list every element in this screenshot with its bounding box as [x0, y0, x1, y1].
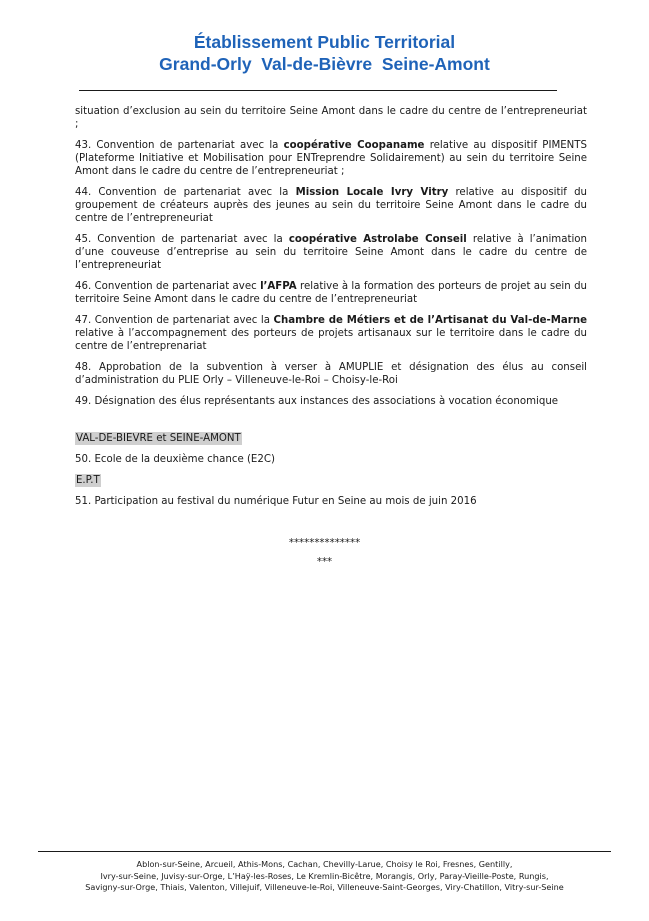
header-title-line1: Établissement Public Territorial [193, 32, 456, 52]
footer-communes [20, 859, 629, 894]
agenda-item-51: 51. Participation au festival du numérique Futur en Seine au mois de juin 2016 [75, 496, 477, 507]
agenda-list [75, 105, 587, 508]
agenda-item-46: 46. Convention de partenariat avec l’AFPA relative à la formation des porteurs de projet au sein du territoire Seine Amont dans le cadre du centre de l’entrepreneuriat [75, 281, 587, 305]
header-title-line2: Grand-Orly Val-de-Bièvre Seine-Amont [159, 54, 490, 74]
footer-line-2: Ivry-sur-Seine, Juvisy-sur-Orge, L’Haÿ-les-Roses, Le Kremlin-Bicêtre, Morangis, Orly, Paray-Vieille-Poste, Rungis, [100, 870, 549, 881]
separator-stars-long: ************** [288, 538, 361, 549]
footer-divider [38, 851, 611, 852]
agenda-item-48: 48. Approbation de la subvention à verser à AMUPLIE et désignation des élus au conseil d’administration du PLIE Orly – Villeneuve-le-Roi – Choisy-le-Roi [75, 362, 587, 386]
agenda-item-45: 45. Convention de partenariat avec la coopérative Astrolabe Conseil relative à l’animation d’une couveuse d’entreprise au sein du territoire Seine Amont dans le cadre du centre de l’entrepreneuriat [75, 234, 587, 271]
header-divider [79, 90, 557, 91]
agenda-item-43: 43. Convention de partenariat avec la coopérative Coopaname relative au dispositif PIMENTS (Plateforme Initiative et Mobilisation pour ENTreprendre Solidairement) au sein du territoire Seine Amont dans le cadre du centre de l’entrepreneuriat ; [75, 140, 587, 177]
agenda-item-50: 50. Ecole de la deuxième chance (E2C) [75, 454, 275, 465]
footer-line-1: Ablon-sur-Seine, Arcueil, Athis-Mons, Cachan, Chevilly-Larue, Choisy le Roi, Fresnes, Gentilly, [136, 859, 513, 869]
agenda-item-44: 44. Convention de partenariat avec la Mission Locale Ivry Vitry relative au dispositif du groupement de créateurs auprès des jeunes au sein du territoire Seine Amont dans le cadre du centre de l’entrepreneuriat [75, 187, 587, 224]
section-label-ept: E.P.T [76, 475, 100, 486]
agenda-item-intro: situation d’exclusion au sein du territoire Seine Amont dans le cadre du centre de l’entrepreneuriat ; [75, 106, 587, 130]
section-label-vdb: VAL-DE-BIEVRE et SEINE-AMONT [76, 433, 241, 444]
footer-line-3: Savigny-sur-Orge, Thiais, Valenton, Villejuif, Villeneuve-le-Roi, Villeneuve-Saint-Georges, Viry-Chatillon, Vitry-sur-Seine [85, 882, 564, 892]
separator-stars-short: *** [316, 557, 333, 568]
document-header [0, 31, 649, 75]
agenda-item-49: 49. Désignation des élus représentants aux instances des associations à vocation économique [75, 396, 559, 407]
agenda-item-47: 47. Convention de partenariat avec la Chambre de Métiers et de l’Artisanat du Val-de-Marne relative à l’accompagnement des porteurs de projets artisanaux sur le territoire dans le cadre du centre de l’entreprenariat [75, 315, 587, 352]
